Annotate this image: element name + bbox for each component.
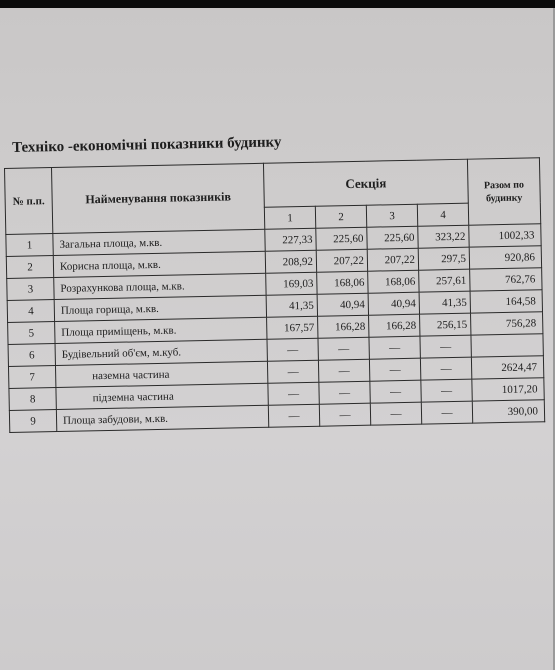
row-total-value	[471, 334, 543, 357]
row-section-3-value: 168,06	[368, 270, 419, 293]
row-section-1-value: 169,03	[266, 272, 317, 295]
row-section-4-value: 297,5	[418, 247, 469, 270]
row-section-3-value: —	[370, 402, 421, 425]
row-section-3-value: 166,28	[369, 314, 420, 337]
row-indicator-name: Будівельний об'єм, м.куб.	[55, 339, 267, 365]
row-section-1-value: 167,57	[267, 316, 318, 339]
row-indicator-name: Загальна площа, м.кв.	[53, 229, 265, 255]
row-section-3-value: —	[369, 358, 420, 381]
row-number: 4	[7, 300, 54, 323]
row-section-2-value: 207,22	[316, 249, 367, 272]
row-total-value: 390,00	[472, 400, 544, 423]
row-section-1-value: —	[268, 382, 319, 405]
row-section-1-value: —	[267, 338, 318, 361]
row-section-2-value: 225,60	[316, 227, 367, 250]
row-indicator-name: підземна частина	[56, 383, 268, 409]
row-number: 6	[8, 344, 55, 367]
row-section-3-value: —	[369, 336, 420, 359]
header-section-2: 2	[315, 205, 366, 228]
row-number: 3	[7, 278, 54, 301]
row-section-2-value: 40,94	[317, 293, 368, 316]
header-building-total: Разом по будинку	[467, 158, 540, 225]
header-section: Секція	[263, 159, 468, 207]
row-section-4-value: 41,35	[419, 291, 470, 314]
row-section-3-value: —	[370, 380, 421, 403]
header-indicator-name: Найменування показників	[52, 163, 265, 233]
row-number: 8	[9, 388, 56, 411]
paper-sheet	[0, 8, 555, 670]
header-section-4: 4	[417, 203, 468, 226]
row-section-2-value: 166,28	[318, 315, 369, 338]
row-section-2-value: —	[318, 359, 369, 382]
row-section-4-value: —	[421, 401, 472, 424]
row-total-value: 2624,47	[471, 356, 543, 379]
row-section-4-value: 323,22	[418, 225, 469, 248]
row-number: 9	[9, 409, 56, 432]
row-section-4-value: —	[420, 357, 471, 380]
row-section-3-value: 40,94	[368, 292, 419, 315]
indicators-table-wrap	[4, 157, 545, 433]
row-number: 5	[8, 322, 55, 345]
row-section-2-value: —	[318, 337, 369, 360]
row-section-2-value: —	[319, 381, 370, 404]
row-total-value: 1017,20	[472, 378, 544, 401]
document-title: Техніко -економічні показники будинку	[12, 134, 282, 156]
row-section-4-value: —	[420, 335, 471, 358]
row-section-3-value: 225,60	[367, 226, 418, 249]
row-section-4-value: 257,61	[419, 269, 470, 292]
row-number: 1	[6, 234, 53, 257]
row-section-1-value: 208,92	[265, 250, 316, 273]
row-section-3-value: 207,22	[367, 248, 418, 271]
header-section-1: 1	[264, 206, 315, 229]
row-section-1-value: 227,33	[265, 228, 316, 251]
row-total-value: 164,58	[470, 290, 542, 313]
row-total-value: 756,28	[471, 312, 543, 335]
row-total-value: 1002,33	[469, 224, 541, 247]
row-indicator-name: Площа горища, м.кв.	[54, 295, 266, 321]
row-total-value: 920,86	[469, 246, 541, 269]
row-number: 2	[6, 256, 53, 279]
row-total-value: 762,76	[470, 268, 542, 291]
row-indicator-name: Площа приміщень, м.кв.	[55, 317, 267, 343]
row-section-1-value: —	[268, 404, 319, 427]
row-section-4-value: 256,15	[420, 313, 471, 336]
row-section-1-value: —	[267, 360, 318, 383]
row-indicator-name: Розрахункова площа, м.кв.	[54, 273, 266, 299]
row-section-2-value: 168,06	[317, 271, 368, 294]
row-section-2-value: —	[319, 403, 370, 426]
row-indicator-name: Площа забудови, м.кв.	[56, 405, 268, 431]
row-section-4-value: —	[421, 379, 472, 402]
row-indicator-name: наземна частина	[55, 361, 267, 387]
row-number: 7	[8, 366, 55, 389]
indicators-table	[4, 157, 545, 433]
header-number: № п.п.	[5, 168, 53, 235]
row-section-1-value: 41,35	[266, 294, 317, 317]
row-indicator-name: Корисна площа, м.кв.	[53, 251, 265, 277]
header-section-3: 3	[366, 204, 417, 227]
